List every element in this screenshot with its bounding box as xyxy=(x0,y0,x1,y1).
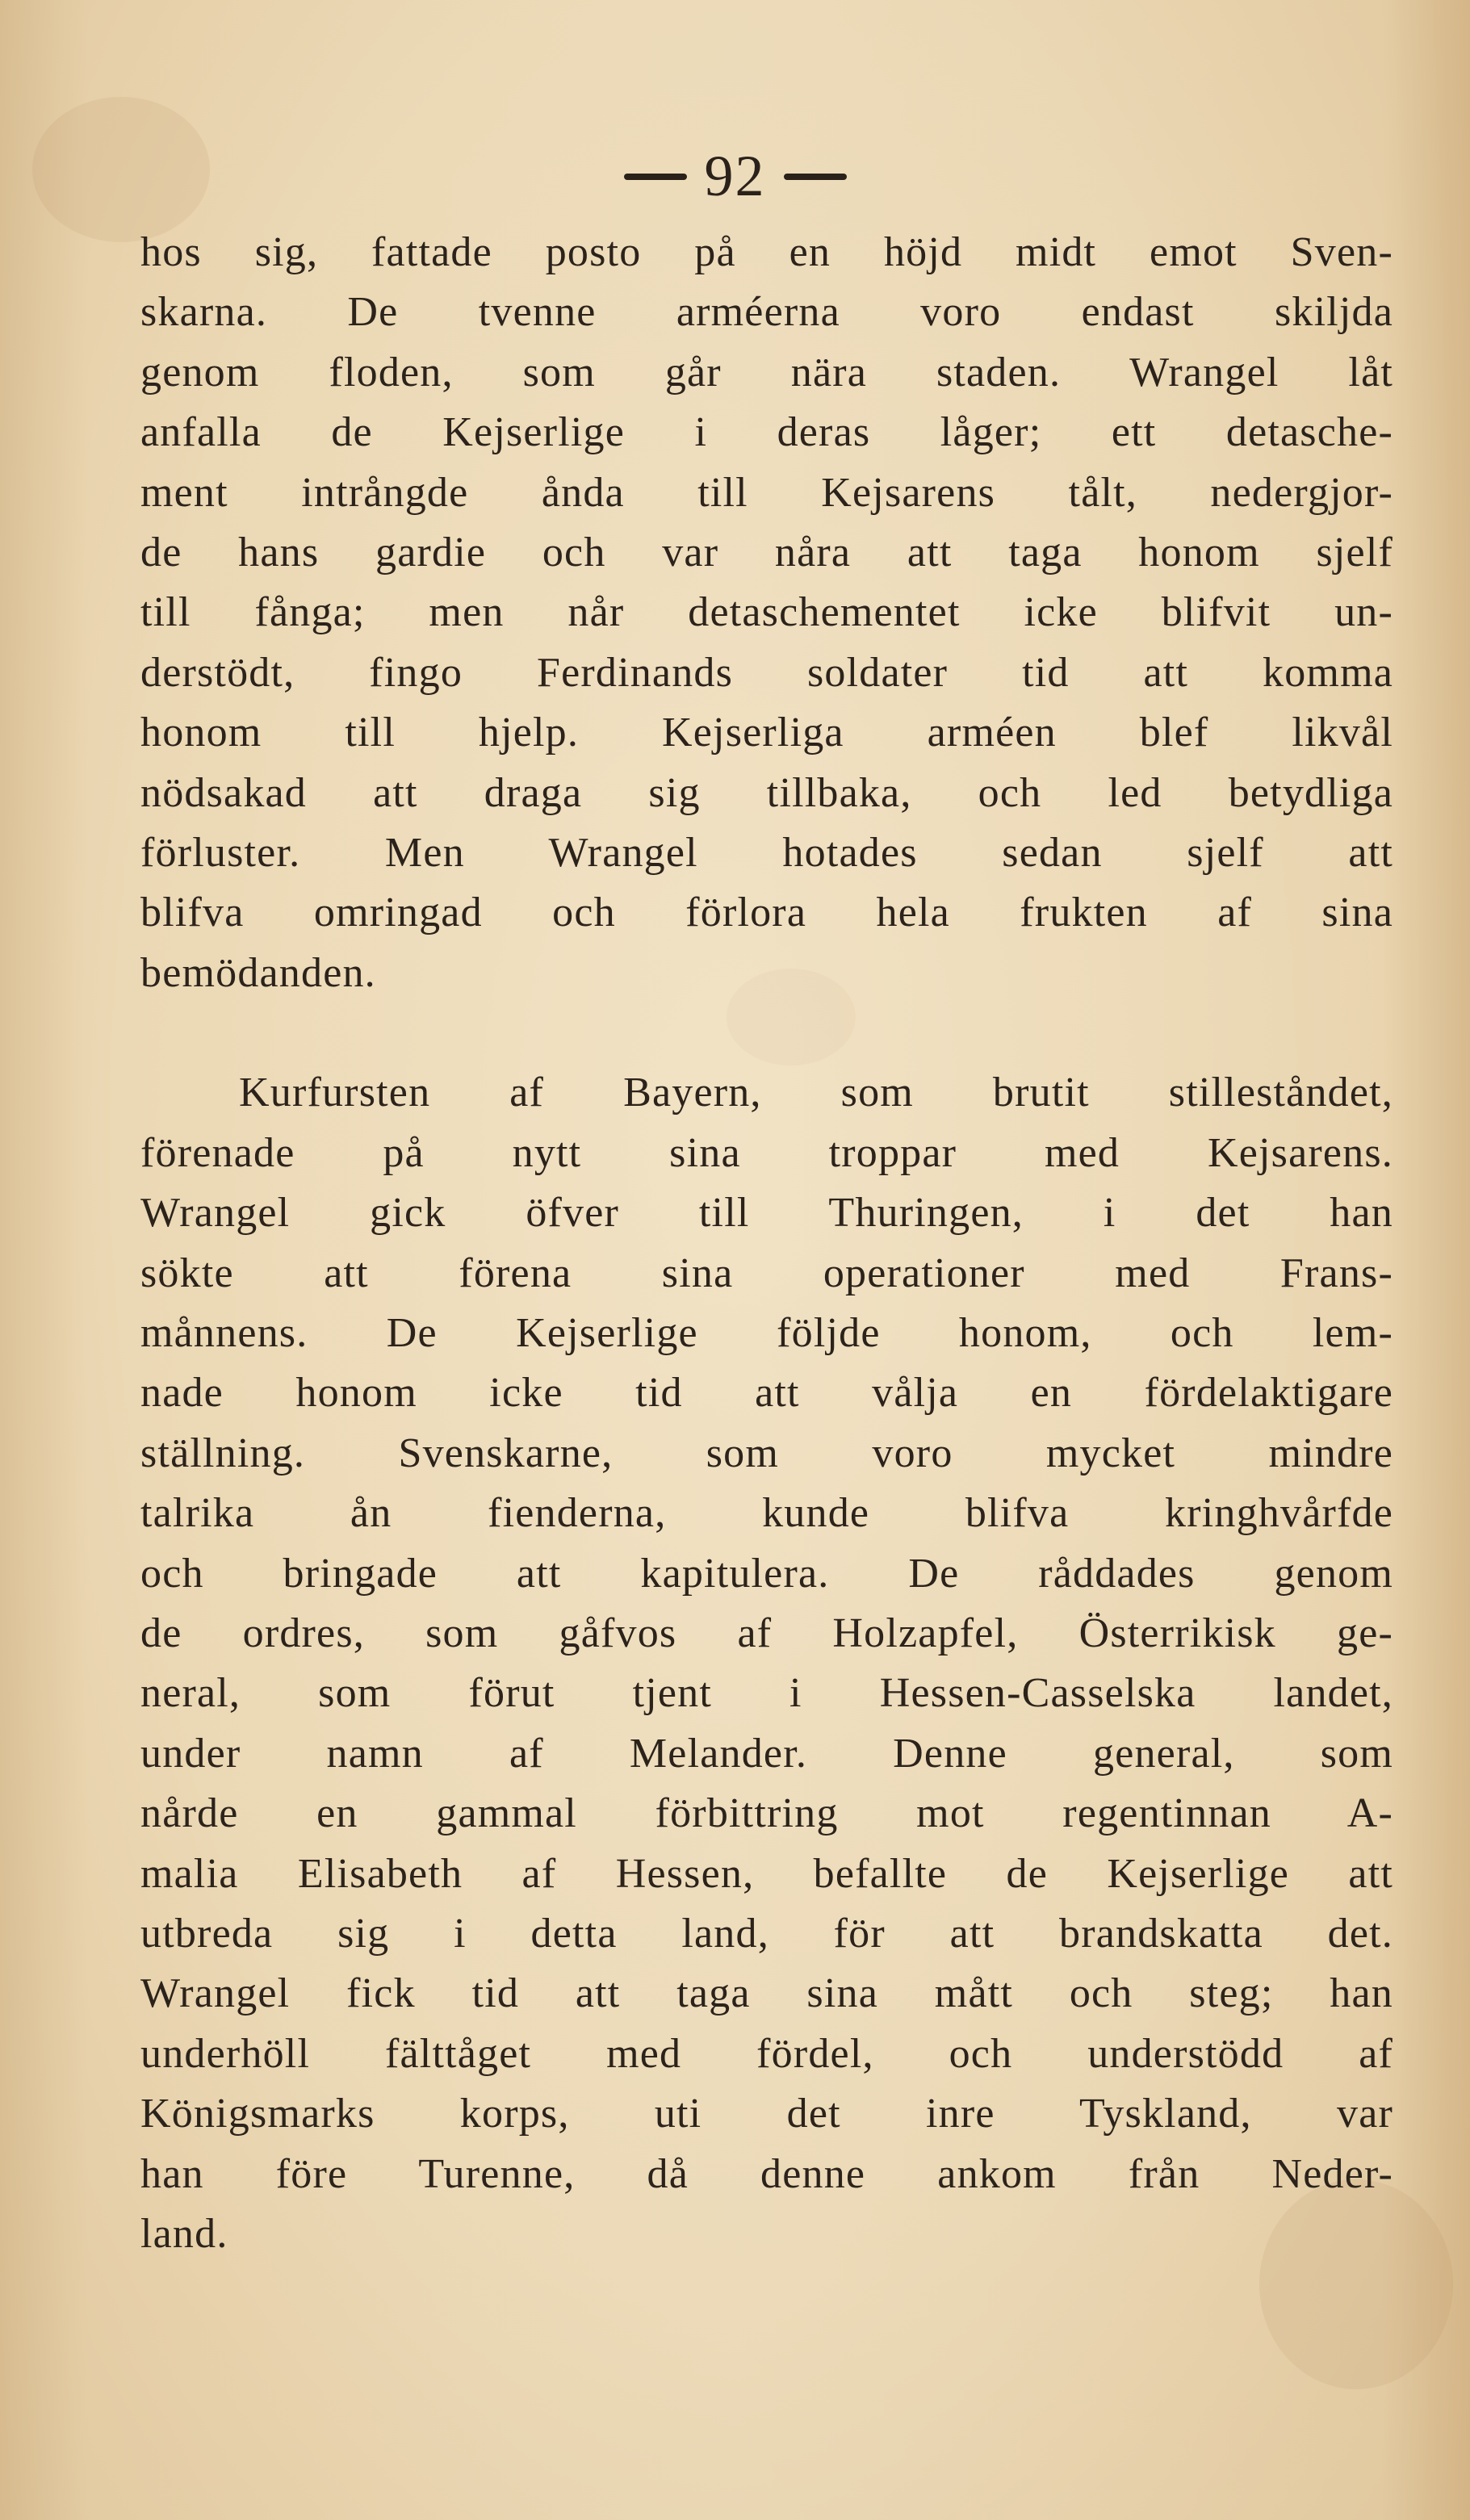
text-line: underhöll fälttåget med fördel, och understödd af xyxy=(140,2030,1393,2077)
text-line: ment intrångde ånda till Kejsarens tålt, nedergjor- xyxy=(140,469,1393,516)
text-line: talrika ån fienderna, kunde blifva kringhvårfde xyxy=(140,1490,1393,1537)
paragraph xyxy=(140,1063,1393,2264)
page-header xyxy=(0,144,1470,208)
text-line: malia Elisabeth af Hessen, befallte de Kejserlige att xyxy=(140,1850,1393,1897)
text-line: land. xyxy=(140,2210,228,2257)
text-line: hos sig, fattade posto på en höjd midt emot Sven- xyxy=(140,229,1393,275)
text-line: ställning. Svenskarne, som voro mycket mindre xyxy=(140,1430,1393,1476)
text-line: Wrangel fick tid att taga sina mått och steg; han xyxy=(140,1970,1393,2017)
text-line: till fånga; men når detaschementet icke blifvit un- xyxy=(140,589,1393,636)
text-line: derstödt, fingo Ferdinands soldater tid att komma xyxy=(140,649,1393,696)
text-line: och bringade att kapitulera. De råddades genom xyxy=(140,1550,1393,1597)
text-line: Kurfursten af Bayern, som brutit stilleståndet, xyxy=(239,1070,1393,1116)
paragraph xyxy=(140,223,1393,1003)
text-line: månnens. De Kejserlige följde honom, och lem- xyxy=(140,1310,1393,1357)
text-line: de ordres, som gåfvos af Holzapfel, Österrikisk ge- xyxy=(140,1610,1393,1656)
text-line: honom till hjelp. Kejserliga arméen blef likvål xyxy=(140,710,1393,756)
text-line: genom floden, som går nära staden. Wrangel låt xyxy=(140,349,1393,396)
text-line: bemödanden. xyxy=(140,949,376,996)
header-dash-right xyxy=(784,174,847,180)
text-line: nårde en gammal förbittring mot regentinnan A- xyxy=(140,1790,1393,1837)
text-line: han före Turenne, då denne ankom från Neder- xyxy=(140,2150,1393,2197)
text-line: blifva omringad och förlora hela frukten af sina xyxy=(140,890,1393,936)
text-line: förluster. Men Wrangel hotades sedan sjelf att xyxy=(140,829,1393,876)
text-line: sökte att förena sina operationer med Frans- xyxy=(140,1250,1393,1296)
text-line: nade honom icke tid att vålja en fördelaktigare xyxy=(140,1370,1393,1417)
text-line: Wrangel gick öfver till Thuringen, i det han xyxy=(140,1190,1393,1237)
text-line: de hans gardie och var nåra att taga honom sjelf xyxy=(140,529,1393,576)
text-line: förenade på nytt sina troppar med Kejsarens. xyxy=(140,1129,1393,1176)
header-dash-left xyxy=(624,174,687,180)
page-number: 92 xyxy=(704,144,766,208)
text-line: nödsakad att draga sig tillbaka, och led betydliga xyxy=(140,769,1393,816)
text-line: utbreda sig i detta land, för att brandskatta det. xyxy=(140,1910,1393,1957)
text-line: neral, som förut tjent i Hessen-Casselska landet, xyxy=(140,1670,1393,1717)
text-line: under namn af Melander. Denne general, som xyxy=(140,1730,1393,1777)
text-line: Königsmarks korps, uti det inre Tyskland, var xyxy=(140,2091,1393,2137)
page-body xyxy=(140,223,1393,2264)
text-line: skarna. De tvenne arméerna voro endast skiljda xyxy=(140,289,1393,336)
text-line: anfalla de Kejserlige i deras låger; ett detasche- xyxy=(140,409,1393,456)
paragraph-gap xyxy=(140,1003,1393,1063)
